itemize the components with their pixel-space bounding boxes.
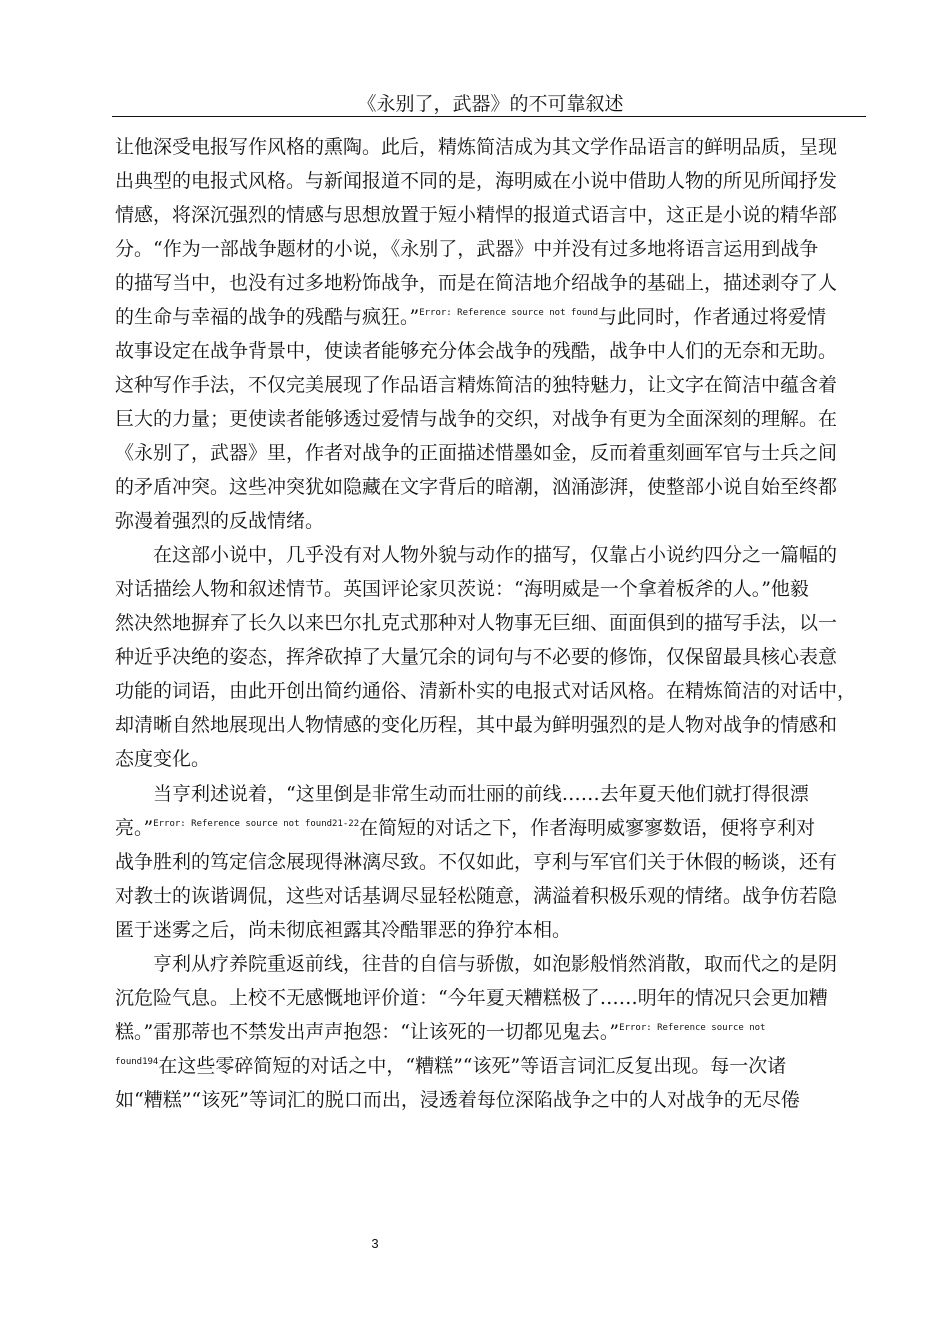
text-line (115, 674, 856, 708)
text-line (115, 1083, 800, 1117)
line-text: 的描写当中，也没有过多地粉饰战争，而是在简洁地介绍战争的基础上，描述剥夺了人 (115, 272, 838, 294)
line-text: 在这部小说中，几乎没有对人物外貌与动作的描写，仅靠占小说约四分之一篇幅的 (153, 544, 838, 566)
reference-error-marker: Error: Reference source not found (419, 308, 599, 318)
line-text: 功能的词语，由此开创出简约通俗、清新朴实的电报式对话风格。在精炼简洁的对话中， (115, 680, 857, 702)
line-text: 分。“作为一部战争题材的小说，《永别了，武器》中并没有过多地将语言运用到战争 (115, 238, 819, 260)
text-line (115, 198, 837, 232)
text-line (153, 777, 809, 811)
reference-error-marker: Error: Reference source not found21-22 (153, 819, 360, 829)
line-text: 的矛盾冲突。这些冲突犹如隐藏在文字背后的暗潮，汹涌澎湃，使整部小说自始至终都 (115, 476, 838, 498)
line-text: 亮。” (115, 817, 154, 839)
line-text: 出典型的电报式风格。与新闻报道不同的是，海明威在小说中借助人物的所见所闻抒发 (115, 170, 838, 192)
text-line (115, 913, 571, 947)
text-line (153, 538, 837, 572)
header-divider (112, 116, 866, 117)
line-text: 让他深受电报写作风格的熏陶。此后，精炼简洁成为其文学作品语言的鲜明品质，呈现 (115, 136, 838, 158)
line-text: 的生命与幸福的战争的残酷与疯狂。” (115, 306, 420, 328)
text-line (115, 640, 837, 674)
line-text: 当亨利述说着，“这里倒是非常生动而壮丽的前线……去年夏天他们就打得很漂 (153, 783, 809, 805)
line-text: 如“糟糕”“该死”等词汇的脱口而出，浸透着每位深陷战争之中的人对战争的无尽倦 (115, 1089, 800, 1111)
line-text: 对教士的诙谐调侃，这些对话基调尽显轻松随意，满溢着积极乐观的情绪。战争仿若隐 (115, 885, 838, 907)
line-text-continued: 在简短的对话之下，作者海明威寥寥数语，便将亨利对 (359, 817, 816, 839)
text-line (115, 708, 837, 742)
text-line (115, 879, 837, 913)
text-line (115, 1049, 786, 1083)
line-text-continued: 在这些零碎简短的对话之中，“糟糕”“该死”等语言词汇反复出现。每一次诸 (158, 1055, 787, 1077)
text-line (115, 1015, 765, 1049)
line-text: 态度变化。 (115, 748, 211, 770)
line-text: 巨大的力量；更使读者能够透过爱情与战争的交织，对战争有更为全面深刻的理解。在 (115, 408, 838, 430)
line-text: 《永别了，武器》里，作者对战争的正面描述惜墨如金，反而着重刻画军官与士兵之间 (115, 442, 838, 464)
line-text: 故事设定在战争背景中，使读者能够充分体会战争的残酷，战争中人们的无奈和无助。 (115, 340, 838, 362)
line-text-continued: 与此同时，作者通过将爱情 (598, 306, 827, 328)
reference-error-marker: found194 (115, 1057, 159, 1067)
line-text: 然决然地摒弃了长久以来巴尔扎克式那种对人物事无巨细、面面俱到的描写手法，以一 (115, 612, 838, 634)
text-line (115, 470, 837, 504)
line-text: 沉危险气息。上校不无感慨地评价道：“今年夏天糟糕极了……明年的情况只会更加糟 (115, 987, 828, 1009)
line-text: 匿于迷雾之后，尚未彻底袒露其冷酷罪恶的狰狞本相。 (115, 919, 572, 941)
text-line (115, 811, 815, 845)
page-number: 3 (371, 1236, 379, 1251)
text-line (115, 742, 210, 776)
text-line (115, 232, 818, 266)
line-text: 这种写作手法，不仅完美展现了作品语言精炼简洁的独特魅力，让文字在简洁中蕴含着 (115, 374, 838, 396)
text-line (115, 368, 837, 402)
line-text: 种近乎决绝的姿态，挥斧砍掉了大量冗余的词句与不必要的修饰，仅保留最具核心表意 (115, 646, 838, 668)
text-line (115, 164, 837, 198)
line-text: 弥漫着强烈的反战情绪。 (115, 510, 325, 532)
text-line (115, 130, 837, 164)
text-line (115, 504, 324, 538)
line-text: 糕。”雷那蒂也不禁发出声声抱怨：“让该死的一切都见鬼去。” (115, 1021, 620, 1043)
text-line (115, 981, 828, 1015)
text-line (153, 947, 837, 981)
text-line (115, 266, 837, 300)
text-line (115, 606, 837, 640)
text-line (115, 300, 826, 334)
running-header: 《永别了，武器》的不可靠叙述 (357, 93, 624, 115)
text-line (115, 402, 837, 436)
line-text: 情感，将深沉强烈的情感与思想放置于短小精悍的报道式语言中，这正是小说的精华部 (115, 204, 838, 226)
text-line (115, 334, 837, 368)
text-line (115, 845, 837, 879)
line-text: 对话描绘人物和叙述情节。英国评论家贝茨说：“海明威是一个拿着板斧的人。”他毅 (115, 578, 809, 600)
line-text: 亨利从疗养院重返前线，往昔的自信与骄傲，如泡影般悄然消散，取而代之的是阴 (153, 953, 838, 975)
reference-error-marker: Error: Reference source not (619, 1023, 766, 1033)
text-line (115, 436, 837, 470)
text-line (115, 572, 809, 606)
line-text: 却清晰自然地展现出人物情感的变化历程，其中最为鲜明强烈的是人物对战争的情感和 (115, 714, 838, 736)
line-text: 战争胜利的笃定信念展现得淋漓尽致。不仅如此，亨利与军官们关于休假的畅谈，还有 (115, 851, 838, 873)
